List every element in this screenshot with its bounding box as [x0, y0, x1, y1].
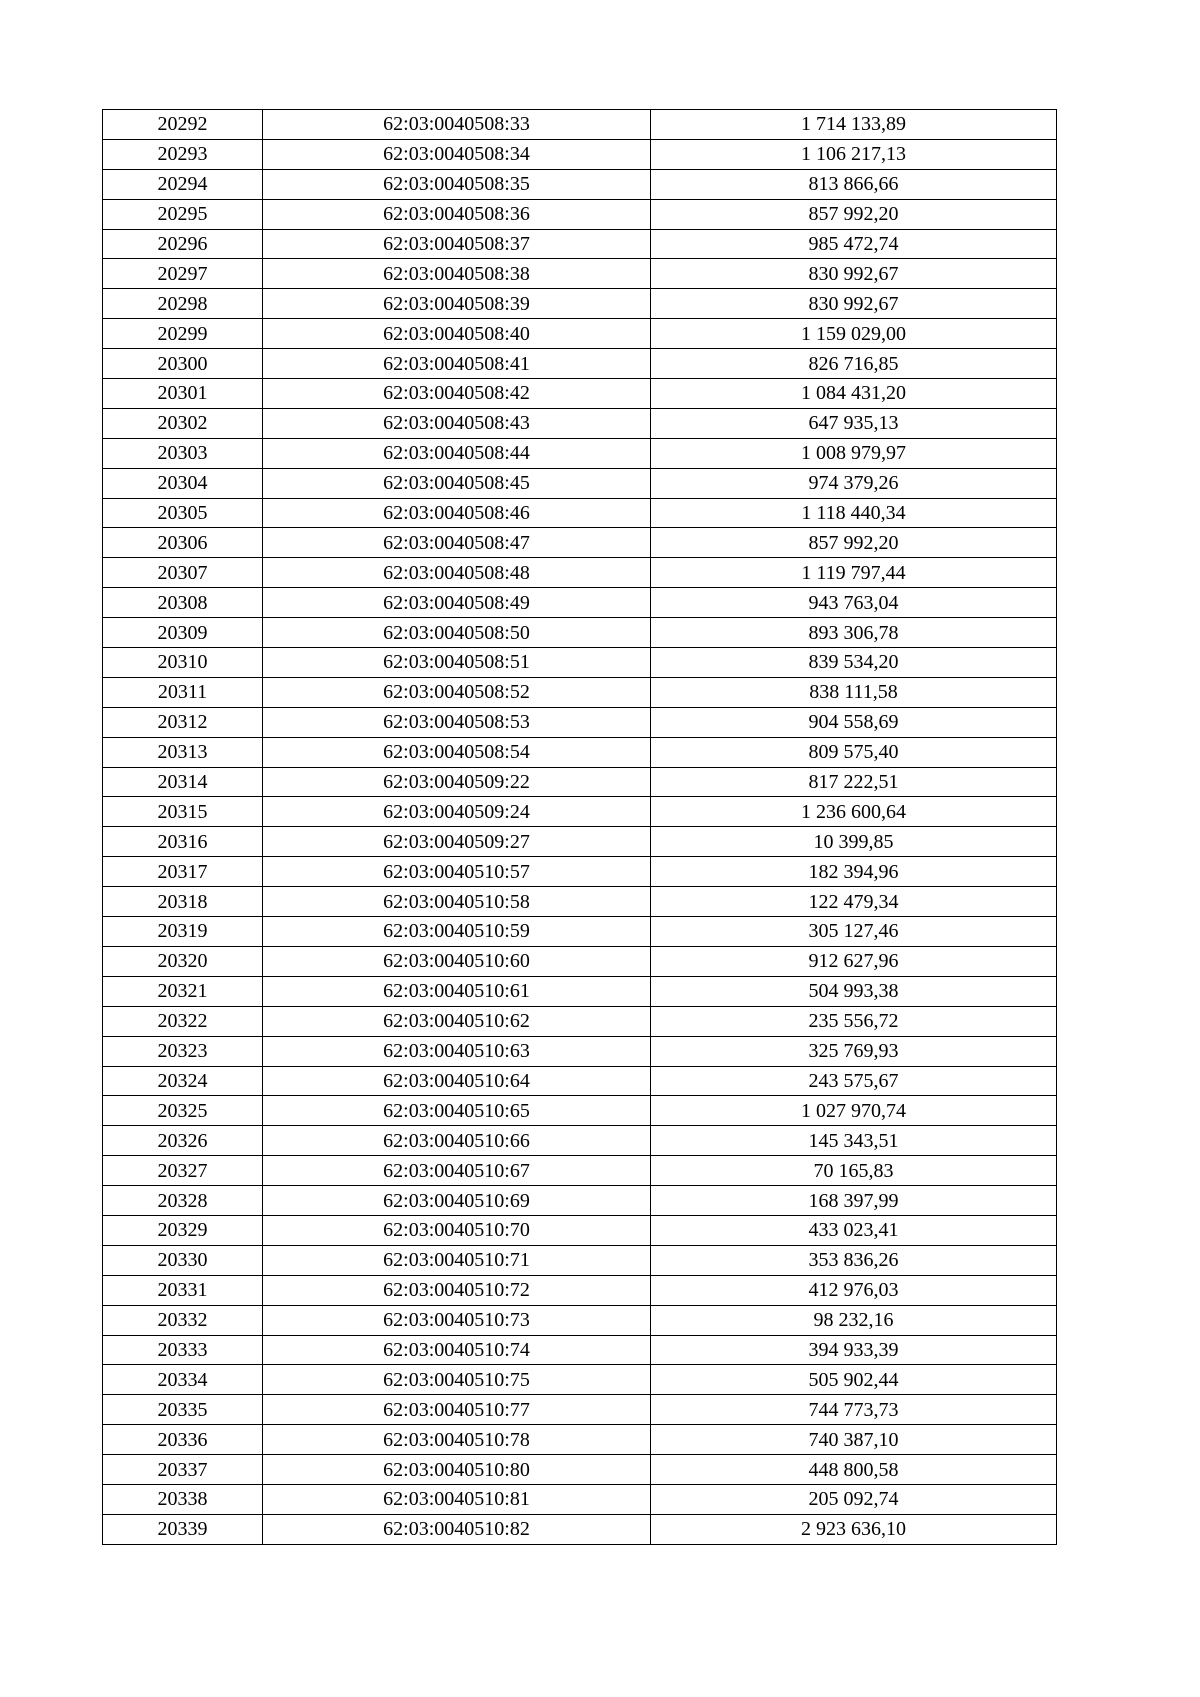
table-row [103, 558, 1057, 588]
table-row [103, 737, 1057, 767]
value-cell: 1 118 440,34 [651, 498, 1057, 528]
cadastral-number-cell: 62:03:0040510:80 [263, 1455, 651, 1485]
row-number-cell: 20308 [103, 588, 263, 618]
value-cell: 647 935,13 [651, 408, 1057, 438]
table-row [103, 468, 1057, 498]
value-cell: 205 092,74 [651, 1484, 1057, 1514]
table-row [103, 1305, 1057, 1335]
row-number-cell: 20297 [103, 259, 263, 289]
cadastral-number-cell: 62:03:0040509:22 [263, 767, 651, 797]
value-cell: 168 397,99 [651, 1186, 1057, 1216]
row-number-cell: 20313 [103, 737, 263, 767]
cadastral-number-cell: 62:03:0040510:65 [263, 1096, 651, 1126]
table-row [103, 139, 1057, 169]
table-row [103, 1036, 1057, 1066]
table-row [103, 379, 1057, 409]
cadastral-number-cell: 62:03:0040510:70 [263, 1215, 651, 1245]
cadastral-number-cell: 62:03:0040508:50 [263, 618, 651, 648]
cadastral-number-cell: 62:03:0040508:52 [263, 677, 651, 707]
row-number-cell: 20336 [103, 1425, 263, 1455]
cadastral-number-cell: 62:03:0040510:58 [263, 887, 651, 917]
table-row [103, 1006, 1057, 1036]
cadastral-number-cell: 62:03:0040508:35 [263, 169, 651, 199]
value-cell: 857 992,20 [651, 199, 1057, 229]
value-cell: 1 714 133,89 [651, 110, 1057, 140]
cadastral-number-cell: 62:03:0040510:59 [263, 917, 651, 947]
value-cell: 448 800,58 [651, 1455, 1057, 1485]
row-number-cell: 20298 [103, 289, 263, 319]
row-number-cell: 20310 [103, 648, 263, 678]
table-row [103, 648, 1057, 678]
row-number-cell: 20328 [103, 1186, 263, 1216]
value-cell: 809 575,40 [651, 737, 1057, 767]
table-row [103, 1425, 1057, 1455]
row-number-cell: 20309 [103, 618, 263, 648]
table-row [103, 349, 1057, 379]
value-cell: 1 084 431,20 [651, 379, 1057, 409]
row-number-cell: 20337 [103, 1455, 263, 1485]
table-row [103, 1245, 1057, 1275]
table-row [103, 1215, 1057, 1245]
row-number-cell: 20304 [103, 468, 263, 498]
value-cell: 98 232,16 [651, 1305, 1057, 1335]
row-number-cell: 20296 [103, 229, 263, 259]
value-cell: 505 902,44 [651, 1365, 1057, 1395]
value-cell: 830 992,67 [651, 259, 1057, 289]
value-cell: 243 575,67 [651, 1066, 1057, 1096]
value-cell: 1 008 979,97 [651, 438, 1057, 468]
row-number-cell: 20317 [103, 857, 263, 887]
table-row [103, 528, 1057, 558]
table-row [103, 199, 1057, 229]
table-row [103, 1514, 1057, 1544]
row-number-cell: 20295 [103, 199, 263, 229]
cadastral-number-cell: 62:03:0040510:71 [263, 1245, 651, 1275]
cadastral-number-cell: 62:03:0040508:40 [263, 319, 651, 349]
cadastral-number-cell: 62:03:0040510:64 [263, 1066, 651, 1096]
value-cell: 943 763,04 [651, 588, 1057, 618]
cadastral-number-cell: 62:03:0040510:67 [263, 1156, 651, 1186]
cadastral-value-table [102, 109, 1057, 1545]
table-row [103, 259, 1057, 289]
value-cell: 1 119 797,44 [651, 558, 1057, 588]
row-number-cell: 20314 [103, 767, 263, 797]
table-row [103, 1275, 1057, 1305]
row-number-cell: 20306 [103, 528, 263, 558]
cadastral-number-cell: 62:03:0040508:46 [263, 498, 651, 528]
value-cell: 1 027 970,74 [651, 1096, 1057, 1126]
cadastral-number-cell: 62:03:0040508:53 [263, 707, 651, 737]
value-cell: 985 472,74 [651, 229, 1057, 259]
row-number-cell: 20299 [103, 319, 263, 349]
cadastral-number-cell: 62:03:0040510:62 [263, 1006, 651, 1036]
row-number-cell: 20330 [103, 1245, 263, 1275]
row-number-cell: 20293 [103, 139, 263, 169]
table-row [103, 1365, 1057, 1395]
cadastral-number-cell: 62:03:0040510:81 [263, 1484, 651, 1514]
row-number-cell: 20338 [103, 1484, 263, 1514]
cadastral-number-cell: 62:03:0040508:34 [263, 139, 651, 169]
value-cell: 740 387,10 [651, 1425, 1057, 1455]
table-row [103, 946, 1057, 976]
value-cell: 830 992,67 [651, 289, 1057, 319]
row-number-cell: 20327 [103, 1156, 263, 1186]
row-number-cell: 20329 [103, 1215, 263, 1245]
table-row [103, 289, 1057, 319]
table-row [103, 229, 1057, 259]
cadastral-number-cell: 62:03:0040508:42 [263, 379, 651, 409]
table-row [103, 677, 1057, 707]
row-number-cell: 20303 [103, 438, 263, 468]
row-number-cell: 20322 [103, 1006, 263, 1036]
cadastral-number-cell: 62:03:0040508:47 [263, 528, 651, 558]
cadastral-number-cell: 62:03:0040510:73 [263, 1305, 651, 1335]
value-cell: 1 159 029,00 [651, 319, 1057, 349]
value-cell: 838 111,58 [651, 677, 1057, 707]
table-row [103, 1186, 1057, 1216]
table-row [103, 1335, 1057, 1365]
value-cell: 145 343,51 [651, 1126, 1057, 1156]
row-number-cell: 20326 [103, 1126, 263, 1156]
cadastral-number-cell: 62:03:0040508:37 [263, 229, 651, 259]
cadastral-number-cell: 62:03:0040510:82 [263, 1514, 651, 1544]
value-cell: 912 627,96 [651, 946, 1057, 976]
table-row [103, 408, 1057, 438]
table-row [103, 917, 1057, 947]
cadastral-number-cell: 62:03:0040510:74 [263, 1335, 651, 1365]
cadastral-number-cell: 62:03:0040508:39 [263, 289, 651, 319]
table-row [103, 707, 1057, 737]
row-number-cell: 20292 [103, 110, 263, 140]
row-number-cell: 20321 [103, 976, 263, 1006]
cadastral-number-cell: 62:03:0040510:57 [263, 857, 651, 887]
row-number-cell: 20300 [103, 349, 263, 379]
table-row [103, 1156, 1057, 1186]
cadastral-number-cell: 62:03:0040510:77 [263, 1395, 651, 1425]
row-number-cell: 20318 [103, 887, 263, 917]
value-cell: 353 836,26 [651, 1245, 1057, 1275]
value-cell: 974 379,26 [651, 468, 1057, 498]
row-number-cell: 20312 [103, 707, 263, 737]
value-cell: 122 479,34 [651, 887, 1057, 917]
table-row [103, 498, 1057, 528]
table-row [103, 1484, 1057, 1514]
row-number-cell: 20315 [103, 797, 263, 827]
row-number-cell: 20325 [103, 1096, 263, 1126]
row-number-cell: 20305 [103, 498, 263, 528]
table-row [103, 1455, 1057, 1485]
cadastral-number-cell: 62:03:0040510:61 [263, 976, 651, 1006]
value-cell: 1 236 600,64 [651, 797, 1057, 827]
table-row [103, 438, 1057, 468]
cadastral-number-cell: 62:03:0040508:49 [263, 588, 651, 618]
table-row [103, 827, 1057, 857]
cadastral-number-cell: 62:03:0040508:33 [263, 110, 651, 140]
value-cell: 325 769,93 [651, 1036, 1057, 1066]
table-row [103, 110, 1057, 140]
cadastral-number-cell: 62:03:0040508:38 [263, 259, 651, 289]
value-cell: 904 558,69 [651, 707, 1057, 737]
row-number-cell: 20335 [103, 1395, 263, 1425]
cadastral-number-cell: 62:03:0040510:63 [263, 1036, 651, 1066]
cadastral-number-cell: 62:03:0040508:48 [263, 558, 651, 588]
cadastral-number-cell: 62:03:0040510:78 [263, 1425, 651, 1455]
cadastral-number-cell: 62:03:0040510:72 [263, 1275, 651, 1305]
value-cell: 817 222,51 [651, 767, 1057, 797]
value-cell: 235 556,72 [651, 1006, 1057, 1036]
cadastral-number-cell: 62:03:0040508:54 [263, 737, 651, 767]
value-cell: 182 394,96 [651, 857, 1057, 887]
row-number-cell: 20319 [103, 917, 263, 947]
cadastral-number-cell: 62:03:0040510:69 [263, 1186, 651, 1216]
value-cell: 826 716,85 [651, 349, 1057, 379]
row-number-cell: 20294 [103, 169, 263, 199]
cadastral-number-cell: 62:03:0040510:75 [263, 1365, 651, 1395]
table-row [103, 618, 1057, 648]
row-number-cell: 20339 [103, 1514, 263, 1544]
row-number-cell: 20302 [103, 408, 263, 438]
cadastral-number-cell: 62:03:0040508:36 [263, 199, 651, 229]
cadastral-number-cell: 62:03:0040508:51 [263, 648, 651, 678]
table-row [103, 797, 1057, 827]
row-number-cell: 20332 [103, 1305, 263, 1335]
value-cell: 305 127,46 [651, 917, 1057, 947]
value-cell: 839 534,20 [651, 648, 1057, 678]
cadastral-number-cell: 62:03:0040510:60 [263, 946, 651, 976]
cadastral-number-cell: 62:03:0040510:66 [263, 1126, 651, 1156]
cadastral-number-cell: 62:03:0040509:27 [263, 827, 651, 857]
value-cell: 504 993,38 [651, 976, 1057, 1006]
table-row [103, 857, 1057, 887]
table-row [103, 976, 1057, 1006]
value-cell: 744 773,73 [651, 1395, 1057, 1425]
table-row [103, 1126, 1057, 1156]
value-cell: 1 106 217,13 [651, 139, 1057, 169]
row-number-cell: 20311 [103, 677, 263, 707]
table-row [103, 588, 1057, 618]
value-cell: 813 866,66 [651, 169, 1057, 199]
table-row [103, 1066, 1057, 1096]
table-row [103, 887, 1057, 917]
table-row [103, 1395, 1057, 1425]
cadastral-number-cell: 62:03:0040509:24 [263, 797, 651, 827]
value-cell: 857 992,20 [651, 528, 1057, 558]
table-row [103, 319, 1057, 349]
row-number-cell: 20320 [103, 946, 263, 976]
row-number-cell: 20334 [103, 1365, 263, 1395]
value-cell: 2 923 636,10 [651, 1514, 1057, 1544]
value-cell: 10 399,85 [651, 827, 1057, 857]
value-cell: 412 976,03 [651, 1275, 1057, 1305]
table-row [103, 767, 1057, 797]
row-number-cell: 20324 [103, 1066, 263, 1096]
value-cell: 433 023,41 [651, 1215, 1057, 1245]
row-number-cell: 20333 [103, 1335, 263, 1365]
table-body [103, 110, 1057, 1545]
value-cell: 893 306,78 [651, 618, 1057, 648]
cadastral-number-cell: 62:03:0040508:44 [263, 438, 651, 468]
row-number-cell: 20323 [103, 1036, 263, 1066]
value-cell: 394 933,39 [651, 1335, 1057, 1365]
row-number-cell: 20307 [103, 558, 263, 588]
row-number-cell: 20301 [103, 379, 263, 409]
row-number-cell: 20316 [103, 827, 263, 857]
cadastral-number-cell: 62:03:0040508:43 [263, 408, 651, 438]
value-cell: 70 165,83 [651, 1156, 1057, 1186]
table-row [103, 169, 1057, 199]
cadastral-number-cell: 62:03:0040508:41 [263, 349, 651, 379]
cadastral-number-cell: 62:03:0040508:45 [263, 468, 651, 498]
table-row [103, 1096, 1057, 1126]
row-number-cell: 20331 [103, 1275, 263, 1305]
